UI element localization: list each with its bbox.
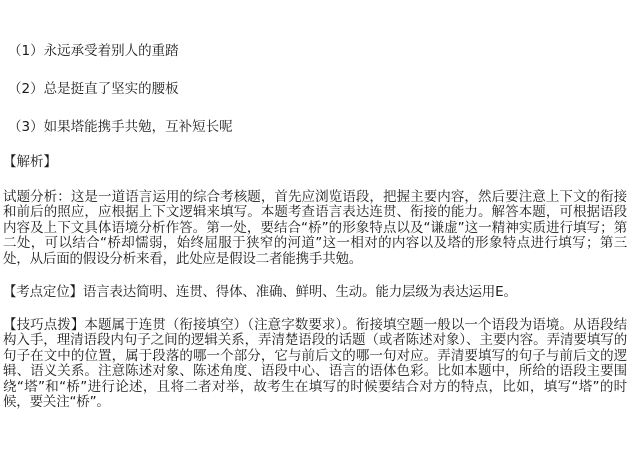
answer-2: （2）总是挺直了坚实的腰板 (8, 81, 179, 97)
analysis-heading: 【解析】 (3, 154, 57, 170)
key-point-heading: 【考点定位】 (3, 284, 83, 300)
key-point-text: 语言表达简明、连贯、得体、准确、鲜明、生动。能力层级为表达运用E。 (82, 284, 517, 300)
answer-1: （1）永远承受着别人的重踏 (8, 43, 179, 59)
analysis-paragraph: 试题分析：这是一道语言运用的综合考核题，首先应浏览语段，把握主要内容，然后要注意上下文的衔接和前后的照应，应根据上下文逻辑来填写。本题考查语言表达连贯、衔接的能力。解答本题，可根据语段内容及上下文具体语境分析作答。第一处，要结合“桥”的形象特点以及“谦虚”这一精神实质进行填写；第二处，可以结合“桥却懦弱，始终屈服于狭窄的河道”这一相对的内容以及塔的形象特点进行填写；第三处，从后面的假设分析来看，此处应是假设二者能携手共勉。 (3, 189, 627, 267)
key-point-block (3, 285, 627, 300)
answer-3: （3）如果塔能携手共勉，互补短长呢 (8, 119, 233, 135)
tips-text: 本题属于连贯（衔接填空）（注意字数要求）。衔接填空题一般以一个语段为语境。从语段结构入手，理清语段内句子之间的逻辑关系，弄清楚语段的话题（或者陈述对象）、主要内容。弄清要填写的句子在文中的位置，属于段落的哪一个部分，它与前后文的哪一句对应。弄清要填写的句子与前后文的逻辑、语义关系。注意陈述对象、陈述角度、语段中心、语言的语体色彩。比如本题中，所给的语段主要围绕“塔”和“桥”进行论述，且将二者对举，故考生在填写的时候要结合对方的特点，比如，填写“塔”的时候，要关注“桥”。 (3, 317, 627, 411)
tips-block (3, 318, 627, 410)
tips-heading: 【技巧点拨】 (3, 317, 85, 333)
